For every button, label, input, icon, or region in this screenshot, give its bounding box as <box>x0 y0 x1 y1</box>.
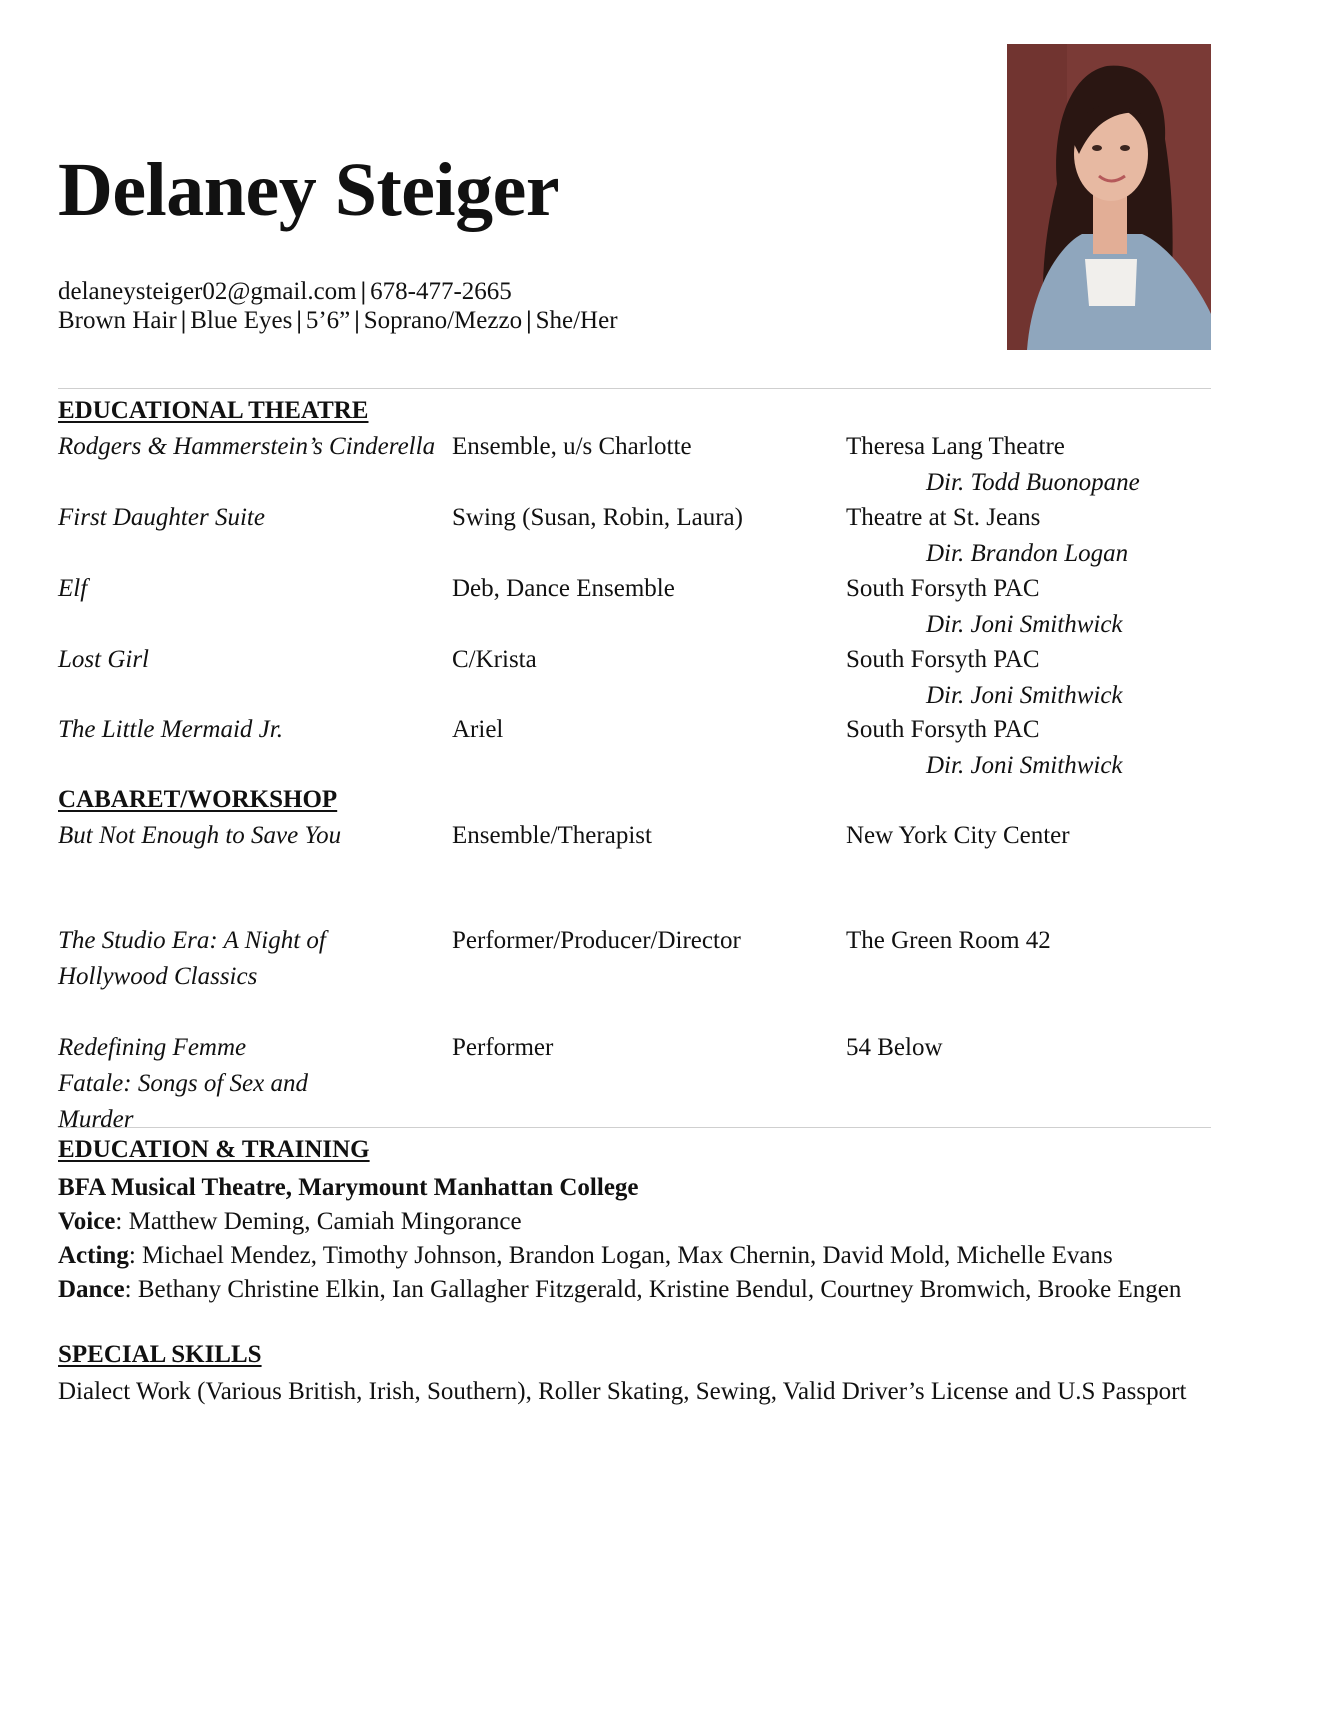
role: Performer <box>452 1034 554 1061</box>
separator: | <box>354 307 360 334</box>
neck <box>1093 194 1127 254</box>
dance-label: Dance <box>58 1276 125 1303</box>
role: Ariel <box>452 716 504 743</box>
show-title: Elf <box>58 575 88 602</box>
show-title: The Studio Era: A Night of Hollywood Classics <box>58 927 326 990</box>
director: Dir. Brandon Logan <box>926 540 1129 567</box>
contact-line <box>58 277 618 306</box>
hair-color: Brown Hair <box>58 307 177 334</box>
phone[interactable]: 678-477-2665 <box>370 278 512 305</box>
role: Performer/Producer/Director <box>452 927 741 954</box>
cabaret-workshop-heading: CABARET/WORKSHOP <box>58 786 338 813</box>
venue: New York City Center <box>846 822 1070 849</box>
eye-color: Blue Eyes <box>190 307 293 334</box>
left-eye <box>1092 145 1102 151</box>
dance-training: Dance: Bethany Christine Elkin, Ian Gallagher Fitzgerald, Kristine Bendul, Courtney Bromwich, Brooke Engen <box>58 1276 1182 1303</box>
educational-theatre-heading: EDUCATIONAL THEATRE <box>58 397 369 424</box>
white-top <box>1085 259 1137 306</box>
right-eye <box>1120 145 1130 151</box>
resume-name: Delaney Steiger <box>58 148 560 232</box>
separator: | <box>180 307 187 334</box>
show-title: Rodgers & Hammerstein’s Cinderella <box>58 433 436 460</box>
role: Ensemble, u/s Charlotte <box>452 433 692 460</box>
role: Ensemble/Therapist <box>452 822 652 849</box>
height: 5’6” <box>305 307 351 334</box>
role: Swing (Susan, Robin, Laura) <box>452 504 743 531</box>
attributes-line <box>58 306 618 335</box>
show-title: The Little Mermaid Jr. <box>58 716 283 743</box>
director: Dir. Joni Smithwick <box>926 611 1123 638</box>
special-skills-heading: SPECIAL SKILLS <box>58 1341 262 1368</box>
venue: South Forsyth PAC <box>846 575 1040 602</box>
show-title: But Not Enough to Save You <box>58 822 342 849</box>
venue: 54 Below <box>846 1034 943 1061</box>
director: Dir. Todd Buonopane <box>926 469 1140 496</box>
voice-teachers: Matthew Deming, Camiah Mingorance <box>128 1208 522 1235</box>
venue: Theatre at St. Jeans <box>846 504 1041 531</box>
dance-teachers: Bethany Christine Elkin, Ian Gallagher Fitzgerald, Kristine Bendul, Courtney Bromwich, Brooke Engen <box>137 1276 1182 1303</box>
role: C/Krista <box>452 646 537 673</box>
role: Deb, Dance Ensemble <box>452 575 675 602</box>
voice-type: Soprano/Mezzo <box>363 307 523 334</box>
separator: | <box>296 307 302 334</box>
headshot-photo <box>1007 44 1211 350</box>
education-block <box>58 1171 1181 1307</box>
venue: Theresa Lang Theatre <box>846 433 1065 460</box>
show-title: Lost Girl <box>58 646 150 673</box>
separator: | <box>526 307 532 334</box>
voice-label: Voice <box>58 1208 116 1235</box>
show-title: Redefining Femme Fatale: Songs of Sex and Murder <box>58 1034 308 1133</box>
pronouns: She/Her <box>535 307 618 334</box>
divider <box>58 1127 1211 1128</box>
special-skills-text: Dialect Work (Various British, Irish, Southern), Roller Skating, Sewing, Valid Driver’s License and U.S Passport <box>58 1378 1187 1405</box>
show-title: First Daughter Suite <box>58 504 265 531</box>
voice-training: Voice: Matthew Deming, Camiah Mingorance <box>58 1208 522 1235</box>
email[interactable]: delaneysteiger02@gmail.com <box>58 278 357 305</box>
degree: BFA Musical Theatre, Marymount Manhattan College <box>58 1174 639 1201</box>
divider <box>58 388 1211 389</box>
director: Dir. Joni Smithwick <box>926 752 1123 779</box>
venue: The Green Room 42 <box>846 927 1051 954</box>
acting-label: Acting <box>58 1242 129 1269</box>
director: Dir. Joni Smithwick <box>926 682 1123 709</box>
venue: South Forsyth PAC <box>846 646 1040 673</box>
headshot-illustration <box>1007 44 1211 350</box>
contact-info <box>58 277 618 335</box>
acting-teachers: Michael Mendez, Timothy Johnson, Brandon Logan, Max Chernin, David Mold, Michelle Evans <box>142 1242 1113 1269</box>
acting-training: Acting: Michael Mendez, Timothy Johnson, Brandon Logan, Max Chernin, David Mold, Michelle Evans <box>58 1242 1113 1269</box>
separator: | <box>360 278 367 305</box>
venue: South Forsyth PAC <box>846 716 1040 743</box>
education-training-heading: EDUCATION & TRAINING <box>58 1136 370 1163</box>
